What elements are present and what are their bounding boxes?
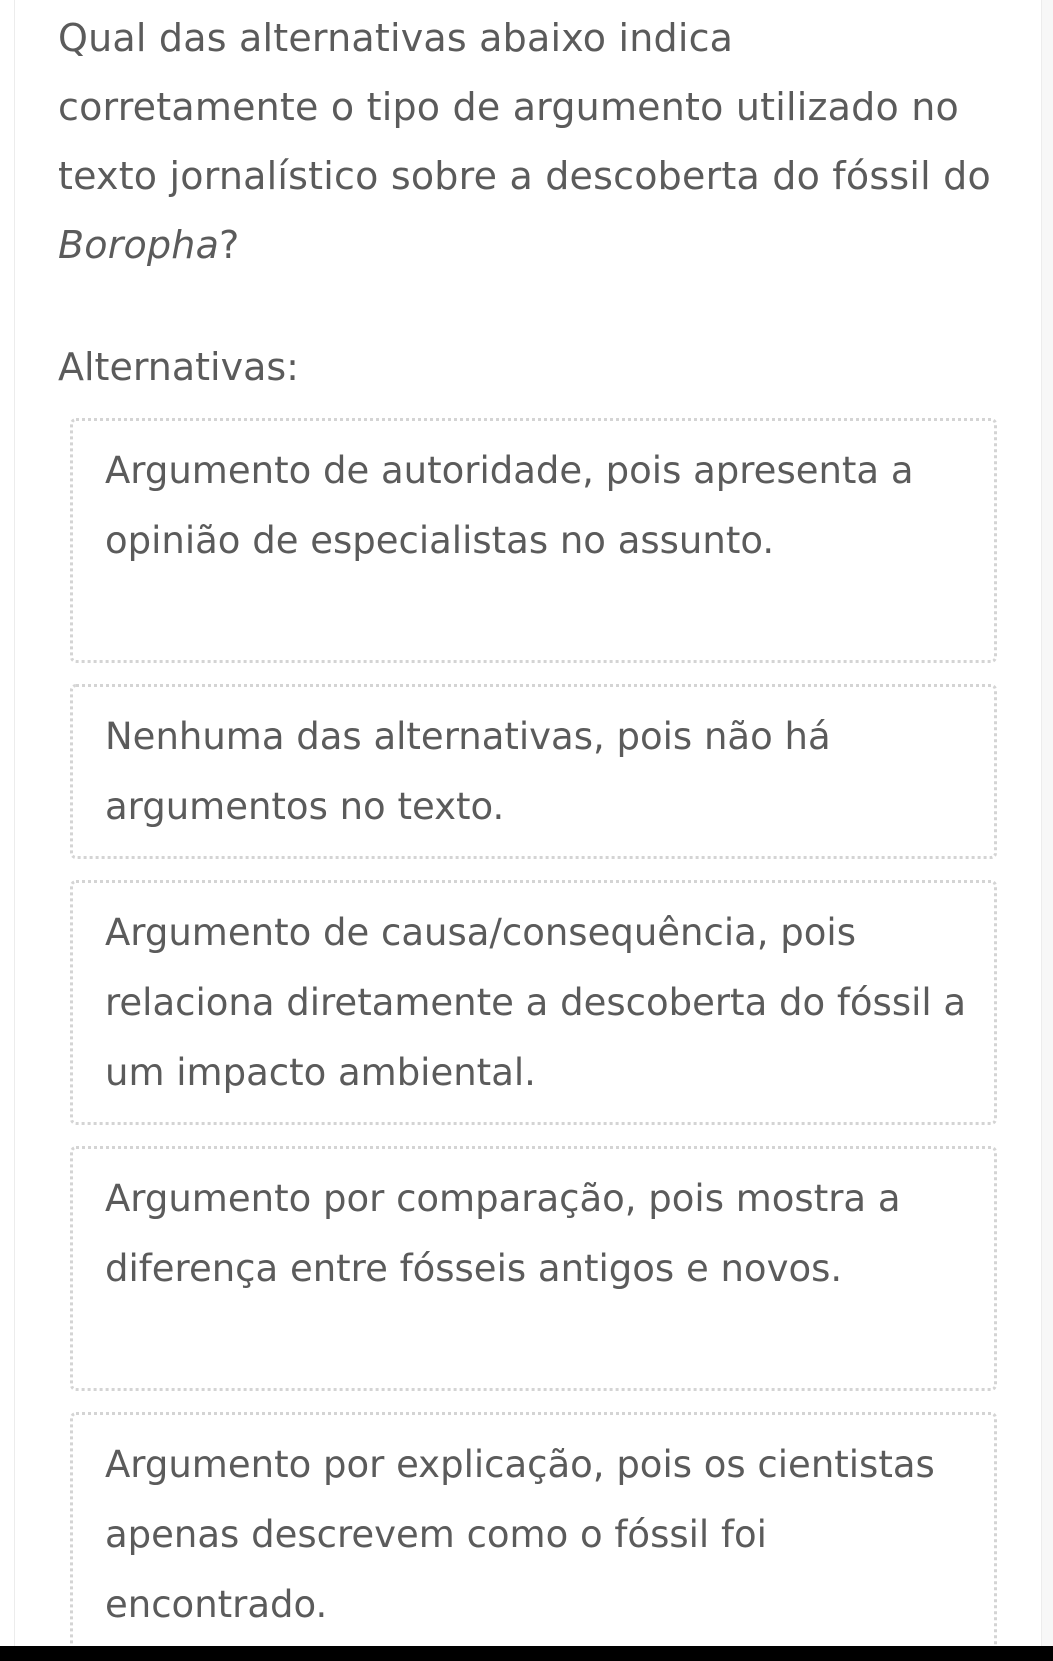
question-species-name: Boropha	[58, 223, 220, 267]
page-gutter	[1042, 0, 1053, 1661]
option-explanation[interactable]	[70, 1412, 997, 1661]
option-label: Argumento por explicação, pois os cientistas apenas descrevem como o fóssil foi encontrado.	[105, 1443, 935, 1626]
option-label: Nenhuma das alternativas, pois não há argumentos no texto.	[105, 715, 831, 828]
option-label: Argumento por comparação, pois mostra a diferença entre fósseis antigos e novos.	[105, 1177, 901, 1290]
option-label: Argumento de causa/consequência, pois relaciona diretamente a descoberta do fóssil a um impacto ambiental.	[105, 911, 967, 1094]
option-label: Argumento de autoridade, pois apresenta a opinião de especialistas no assunto.	[105, 449, 914, 562]
alternatives-heading: Alternativas:	[58, 345, 299, 389]
question-text-main: Qual das alternativas abaixo indica corretamente o tipo de argumento utilizado no texto jornalístico sobre a descoberta do fóssil do	[58, 16, 991, 198]
question-text	[58, 4, 1003, 280]
screen-bottom-edge	[0, 1646, 1053, 1661]
option-none[interactable]	[70, 684, 997, 859]
option-cause-consequence[interactable]	[70, 880, 997, 1125]
question-mark: ?	[219, 223, 240, 267]
option-comparison[interactable]	[70, 1146, 997, 1391]
option-authority[interactable]	[70, 418, 997, 663]
